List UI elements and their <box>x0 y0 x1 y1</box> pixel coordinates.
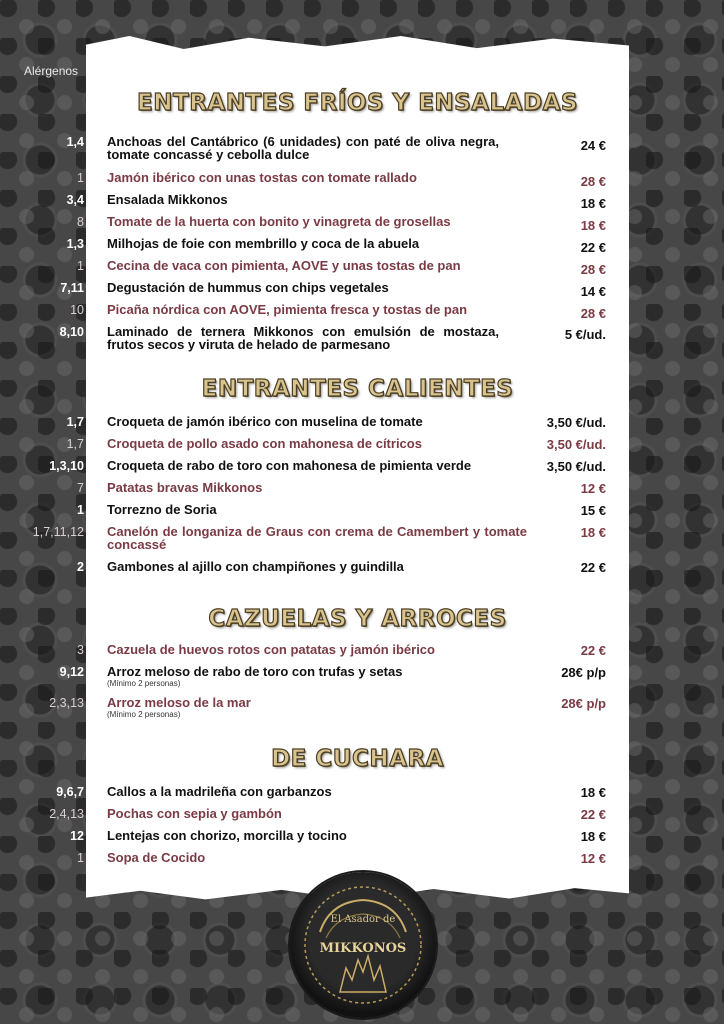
dish-price: 12 € <box>580 851 606 866</box>
allergen-codes: 3 <box>77 643 84 657</box>
dish-note: (Mínimo 2 personas) <box>107 710 181 719</box>
section-title-entrantes-frios: ENTRANTES FRÍOS Y ENSALADAS <box>137 90 578 116</box>
dish-name: Picaña nórdica con AOVE, pimienta fresca y tostas de pan <box>107 302 468 317</box>
allergens-label: Alérgenos <box>24 64 79 78</box>
dish-price: 28€ p/p <box>561 665 606 680</box>
dish-name-text: Arroz meloso de rabo de toro con trufas y setas <box>107 664 403 679</box>
allergen-codes: 3,4 <box>66 193 84 207</box>
dish-name: Cecina de vaca con pimienta, AOVE y unas tostas de pan <box>107 258 461 273</box>
allergen-codes: 2,4,13 <box>49 807 84 821</box>
restaurant-logo <box>290 872 436 1018</box>
allergen-codes: 1,7 <box>66 415 84 429</box>
dish-price: 3,50 €/ud. <box>546 437 606 452</box>
allergen-codes: 2 <box>77 560 84 574</box>
dish-name: Gambones al ajillo con champiñones y guindilla <box>107 559 404 574</box>
allergen-codes: 1 <box>77 851 84 865</box>
dish-name: Milhojas de foie con membrillo y coca de la abuela <box>107 236 420 251</box>
allergen-codes: 7,11 <box>60 281 84 295</box>
allergen-codes: 1 <box>77 259 84 273</box>
dish-name: Tomate de la huerta con bonito y vinagreta de grosellas <box>107 214 451 229</box>
dish-price: 14 € <box>580 284 606 299</box>
dish-name: Cazuela de huevos rotos con patatas y jamón ibérico <box>107 642 435 657</box>
logo-line1: El Asador de <box>330 914 396 925</box>
dish-name: Torrezno de Soria <box>107 502 217 517</box>
allergen-codes: 9,12 <box>59 665 84 679</box>
section-title-cazuelas-arroces: CAZUELAS Y ARROCES <box>208 606 507 632</box>
dish-name: Patatas bravas Mikkonos <box>107 480 263 495</box>
dish-name <box>107 665 527 689</box>
dish-name <box>107 696 527 720</box>
logo-line2: MIKKONOS <box>319 941 407 956</box>
dish-note: (Mínimo 2 personas) <box>107 679 181 688</box>
dish-price: 3,50 €/ud. <box>546 415 606 430</box>
dish-price: 28 € <box>580 306 606 321</box>
section-title-de-cuchara: DE CUCHARA <box>271 746 444 772</box>
allergen-codes: 12 <box>70 829 84 843</box>
dish-price: 24 € <box>580 138 606 153</box>
dish-price: 12 € <box>580 481 606 496</box>
dish-name: Anchoas del Cantábrico (6 unidades) con paté de oliva negra, tomate concassé y cebolla dulce <box>107 134 499 162</box>
section-title-entrantes-calientes: ENTRANTES CALIENTES <box>201 376 514 402</box>
dish-name: Ensalada Mikkonos <box>107 192 228 207</box>
allergen-codes: 1 <box>77 503 84 517</box>
allergen-codes: 1,3 <box>66 237 84 251</box>
dish-name: Croqueta de jamón ibérico con muselina de tomate <box>107 414 423 429</box>
dish-price: 18 € <box>580 525 606 540</box>
dish-price: 3,50 €/ud. <box>546 459 606 474</box>
allergen-codes: 8 <box>77 215 84 229</box>
dish-price: 22 € <box>580 807 606 822</box>
dish-name: Croqueta de rabo de toro con mahonesa de pimienta verde <box>107 458 472 473</box>
allergen-codes: 1,7,11,12 <box>32 525 84 539</box>
dish-name: Canelón de longaniza de Graus con crema de Camembert y tomate concassé <box>107 524 527 552</box>
dish-name: Pochas con sepia y gambón <box>107 806 282 821</box>
dish-price: 15 € <box>580 503 606 518</box>
logo-ornament-icon <box>290 872 436 1018</box>
allergen-codes: 1,3,10 <box>49 459 84 473</box>
dish-price: 18 € <box>580 196 606 211</box>
dish-name: Croqueta de pollo asado con mahonesa de cítricos <box>107 436 422 451</box>
dish-name-text: Arroz meloso de la mar <box>107 695 251 710</box>
dish-name: Callos a la madrileña con garbanzos <box>107 784 332 799</box>
dish-price: 28 € <box>580 262 606 277</box>
allergen-codes: 1,4 <box>66 135 84 149</box>
allergen-codes: 9,6,7 <box>56 785 84 799</box>
dish-price: 22 € <box>580 240 606 255</box>
allergen-codes: 8,10 <box>59 325 84 339</box>
dish-price: 22 € <box>580 560 606 575</box>
allergen-codes: 7 <box>77 481 84 495</box>
dish-price: 28€ p/p <box>561 696 606 711</box>
allergen-codes: 1 <box>77 171 84 185</box>
dish-price: 18 € <box>580 785 606 800</box>
dish-name: Laminado de ternera Mikkonos con emulsión de mostaza, frutos secos y viruta de helado de parmesano <box>107 324 499 352</box>
dish-price: 18 € <box>580 218 606 233</box>
dish-name: Sopa de Cocido <box>107 850 206 865</box>
dish-price: 22 € <box>580 643 606 658</box>
allergen-codes: 10 <box>70 303 84 317</box>
dish-price: 5 €/ud. <box>564 327 606 342</box>
dish-name: Jamón ibérico con unas tostas con tomate rallado <box>107 170 417 185</box>
dish-name: Degustación de hummus con chips vegetales <box>107 280 389 295</box>
dish-price: 18 € <box>580 829 606 844</box>
allergen-codes: 2,3,13 <box>49 696 84 710</box>
dish-name: Lentejas con chorizo, morcilla y tocino <box>107 828 347 843</box>
dish-price: 28 € <box>580 174 606 189</box>
allergen-codes: 1,7 <box>66 437 84 451</box>
